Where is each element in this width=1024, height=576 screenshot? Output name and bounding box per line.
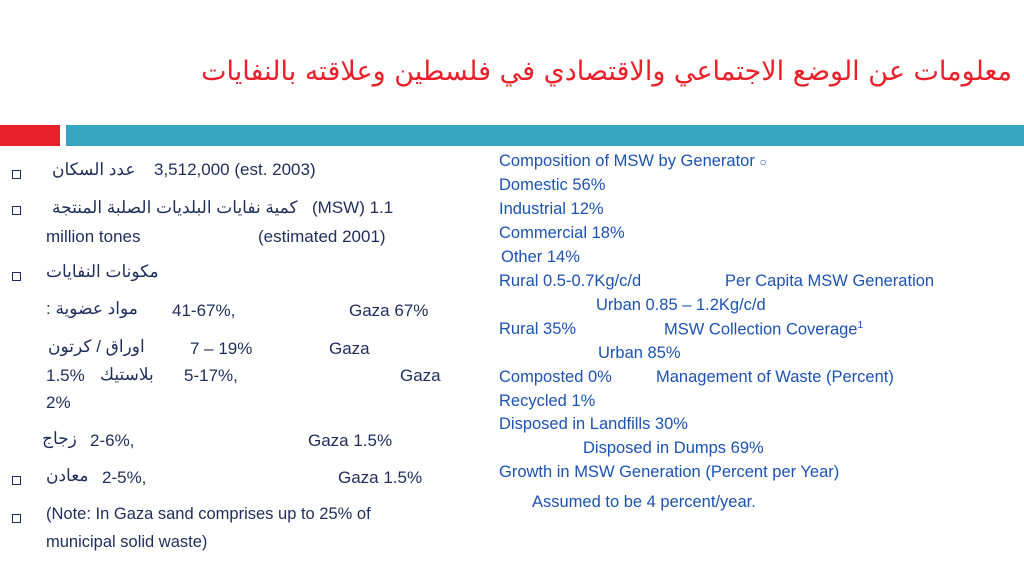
plastic-gaza-word: Gaza bbox=[400, 366, 441, 385]
paper-label: اوراق / كرتون bbox=[48, 337, 145, 356]
population-label: عدد السكان bbox=[52, 160, 136, 179]
population-value: 3,512,000 (est. 2003) bbox=[154, 160, 316, 179]
glass-range: 2-6%, bbox=[90, 431, 135, 450]
metals-label: معادن bbox=[46, 466, 89, 485]
domestic-share: Domestic 56% bbox=[499, 176, 606, 194]
dumps-share: Disposed in Dumps 69% bbox=[583, 439, 764, 457]
landfills-share: Disposed in Landfills 30% bbox=[499, 415, 688, 433]
commercial-share: Commercial 18% bbox=[499, 224, 625, 242]
growth-title: Growth in MSW Generation (Percent per Year) bbox=[499, 463, 840, 481]
note-line-2: municipal solid waste) bbox=[46, 533, 208, 551]
glass-gaza: Gaza 1.5% bbox=[308, 431, 393, 450]
plastic-label: بلاستيك bbox=[100, 365, 154, 384]
footnote-marker: 1 bbox=[857, 320, 864, 331]
composition-title bbox=[499, 152, 767, 171]
recycled-share: Recycled 1% bbox=[499, 392, 596, 410]
page-title: معلومات عن الوضع الاجتماعي والاقتصادي في فلسطين وعلاقته بالنفايات bbox=[201, 56, 1012, 87]
plastic-gaza-value: 2% bbox=[46, 393, 71, 412]
collection-title-text: MSW Collection Coverage bbox=[664, 320, 858, 339]
per-capita-title: Per Capita MSW Generation bbox=[725, 272, 935, 290]
composition-title-text: Composition of MSW by Generator bbox=[499, 152, 755, 170]
management-title: Management of Waste (Percent) bbox=[656, 368, 894, 386]
components-label: مكونات النفايات bbox=[46, 262, 159, 281]
paper-gaza-value: 1.5% bbox=[46, 366, 85, 385]
collection-title bbox=[664, 320, 863, 340]
rural-generation: Rural 0.5-0.7Kg/c/d bbox=[499, 272, 642, 290]
paper-gaza-word: Gaza bbox=[329, 339, 370, 358]
msw-units: million tones bbox=[46, 227, 141, 246]
paper-range: 7 – 19% bbox=[190, 339, 253, 358]
urban-generation: Urban 0.85 – 1.2Kg/c/d bbox=[596, 296, 766, 314]
circle-marker-icon: ○ bbox=[759, 155, 767, 169]
metals-range: 2-5%, bbox=[102, 468, 147, 487]
glass-label: زجاج bbox=[42, 429, 77, 448]
msw-value: (MSW) 1.1 bbox=[312, 198, 394, 217]
organic-range: 41-67%, bbox=[172, 301, 236, 320]
plastic-range: 5-17%, bbox=[184, 366, 238, 385]
metals-gaza: Gaza 1.5% bbox=[338, 468, 423, 487]
other-share: Other 14% bbox=[501, 248, 580, 266]
industrial-share: Industrial 12% bbox=[499, 200, 604, 218]
note-line-1: (Note: In Gaza sand comprises up to 25% of bbox=[46, 505, 371, 523]
msw-estimate: (estimated 2001) bbox=[258, 227, 386, 246]
rural-collection: Rural 35% bbox=[499, 320, 577, 338]
growth-note: Assumed to be 4 percent/year. bbox=[532, 493, 756, 511]
composted-share: Composted 0% bbox=[499, 368, 612, 386]
organic-label: مواد عضوية : bbox=[46, 299, 138, 318]
urban-collection: Urban 85% bbox=[598, 344, 681, 362]
msw-label: كمية نفايات البلديات الصلبة المنتجة bbox=[52, 198, 298, 217]
organic-gaza: Gaza 67% bbox=[349, 301, 429, 320]
